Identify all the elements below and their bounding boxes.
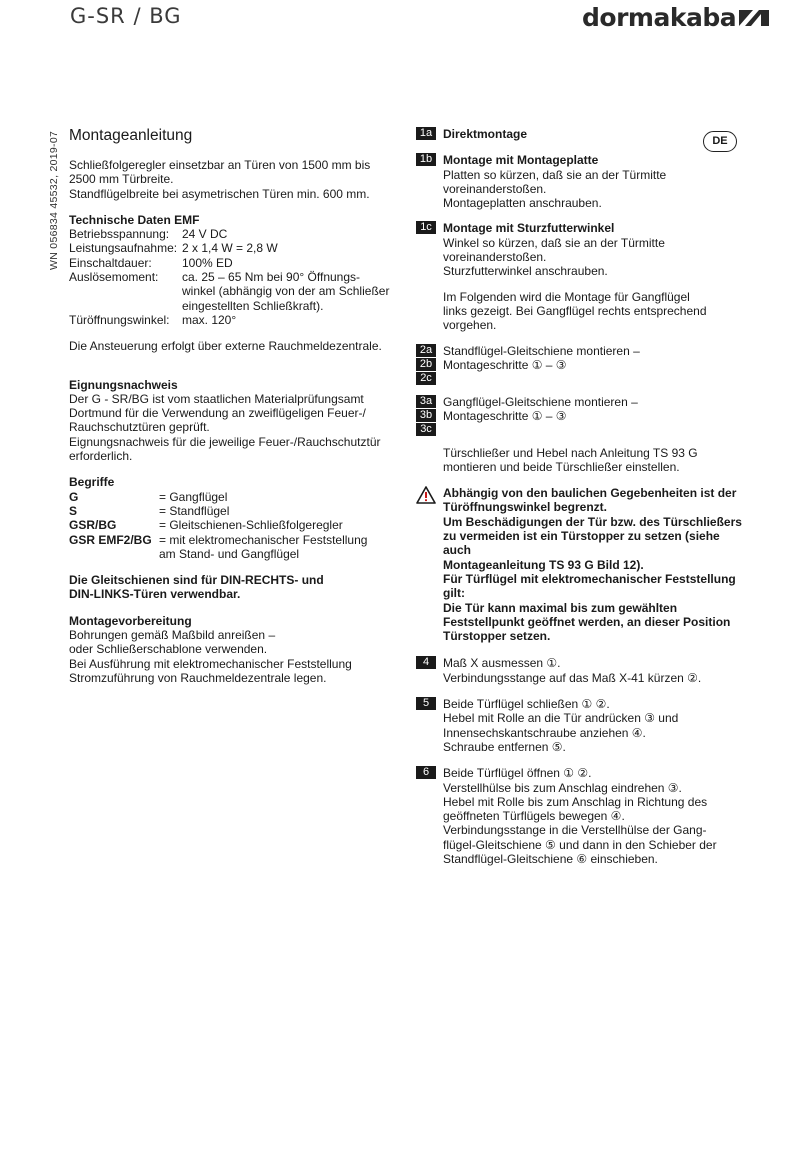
text-line: Montageanleitung TS 93 G Bild 12). xyxy=(443,557,644,572)
text-line: 2500 mm Türbreite. xyxy=(69,172,174,187)
text-line: Türstopper setzen. xyxy=(443,629,551,644)
text-line: Türöffnungswinkel begrenzt. xyxy=(443,500,607,515)
spec-key: Auslösemoment: xyxy=(69,270,159,285)
tech-specs-title: Technische Daten EMF xyxy=(69,212,200,227)
text-line: Hebel mit Rolle bis zum Anschlag in Richtung des xyxy=(443,794,708,809)
step-badge: 1b xyxy=(416,153,436,166)
term-value: = Standflügel xyxy=(159,503,230,518)
spec-value: 2 x 1,4 W = 2,8 W xyxy=(182,241,278,256)
spec-value: winkel (abhängig von der am Schließer xyxy=(182,284,390,299)
intro-text xyxy=(69,158,399,201)
spec-row xyxy=(69,284,399,298)
term-row xyxy=(69,533,399,547)
language-badge: DE xyxy=(703,131,737,152)
step-4 xyxy=(416,656,746,685)
document-title: G-SR / BG xyxy=(70,4,182,28)
step-badge: 6 xyxy=(416,766,436,779)
spec-key: Türöffnungswinkel: xyxy=(69,312,170,327)
text-line: Montageplatten anschrauben. xyxy=(443,196,602,211)
step-badge: 3c xyxy=(416,423,436,436)
text-line: Beide Türflügel schließen ① ②. xyxy=(443,697,610,712)
proof-section xyxy=(69,378,399,464)
spec-value: 100% ED xyxy=(182,255,233,270)
spec-row xyxy=(69,299,399,313)
text-line: Verstellhülse bis zum Anschlag eindrehen ③. xyxy=(443,780,682,795)
spec-row xyxy=(69,313,399,327)
step-title: Direktmontage xyxy=(443,127,528,141)
text-line: flügel-Gleitschiene ⑤ und dann in den Schieber der xyxy=(443,837,717,852)
step-badge: 3a xyxy=(416,395,436,408)
text-line: Eignungsnachweis für die jeweilige Feuer-/Rauchschutztür xyxy=(69,434,381,449)
text-line: Bei Ausführung mit elektromechanischer Feststellung xyxy=(69,656,352,671)
left-column xyxy=(69,127,399,697)
spec-row xyxy=(69,256,399,270)
montage-note xyxy=(416,290,746,333)
spec-row xyxy=(69,270,399,284)
text-line: Die Tür kann maximal bis zum gewählten xyxy=(443,600,678,615)
term-value: am Stand- und Gangflügel xyxy=(159,546,300,561)
spec-key: Einschaltdauer: xyxy=(69,255,152,270)
text-line: Montageschritte ① – ③ xyxy=(443,357,567,372)
document-code: WN 056834 45532, 2019-07 xyxy=(48,130,60,270)
spec-value: max. 120° xyxy=(182,312,237,327)
text-line: Sturzfutterwinkel anschrauben. xyxy=(443,264,608,279)
text-line: links gezeigt. Bei Gangflügel rechts entsprechend xyxy=(443,303,707,318)
text-line: Bohrungen gemäß Maßbild anreißen – xyxy=(69,628,276,643)
text-line: Abhängig von den baulichen Gegebenheiten ist der xyxy=(443,486,737,501)
step-6 xyxy=(416,766,746,866)
term-value: = mit elektromechanischer Feststellung xyxy=(159,532,368,547)
spec-row xyxy=(69,227,399,241)
text-line: Verbindungsstange auf das Maß X-41 kürzen ②. xyxy=(443,670,702,685)
text-line: Rauchschutztüren geprüft. xyxy=(69,420,210,435)
text-line: Innensechskantschraube anziehen ④. xyxy=(443,725,646,740)
step-1c xyxy=(416,221,746,278)
text-line: Dortmund für die Verwendung an zweiflügeligen Feuer-/ xyxy=(69,406,366,421)
text-line: voreinanderstoßen. xyxy=(443,250,547,265)
text-line: vorgehen. xyxy=(443,318,497,333)
text-line: Winkel so kürzen, daß sie an der Türmitte xyxy=(443,235,665,250)
rails-note xyxy=(69,573,399,602)
text-line: Montageschritte ① – ③ xyxy=(443,408,567,423)
section-heading: Montageanleitung xyxy=(69,127,193,144)
step-1a xyxy=(416,127,746,141)
brand-logo xyxy=(582,5,769,31)
text-line: Standflügel-Gleitschiene ⑥ einschieben. xyxy=(443,851,658,866)
text-line: Feststellpunkt geöffnet werden, an dieser Position xyxy=(443,614,731,629)
spec-row xyxy=(69,241,399,255)
spec-key xyxy=(69,284,182,298)
right-column xyxy=(416,127,746,866)
step-title: Montage mit Sturzfutterwinkel xyxy=(443,221,615,236)
tech-specs xyxy=(69,213,399,327)
spec-key xyxy=(69,299,182,313)
prep-title: Montagevorbereitung xyxy=(69,613,192,628)
text-line: Hebel mit Rolle an die Tür andrücken ③ und xyxy=(443,711,679,726)
proof-title: Eignungsnachweis xyxy=(69,377,178,392)
step-3 xyxy=(416,395,746,436)
text-line: Der G - SR/BG ist vom staatlichen Materialprüfungsamt xyxy=(69,391,364,406)
warning-block xyxy=(416,486,746,643)
text-line: Im Folgenden wird die Montage für Gangflügel xyxy=(443,289,690,304)
term-value: = Gleitschienen-Schließfolgeregler xyxy=(159,518,343,533)
term-key: GSR/BG xyxy=(69,518,117,533)
logo-mark-icon xyxy=(739,8,769,28)
step-badge: 2a xyxy=(416,344,436,357)
text-line: erforderlich. xyxy=(69,449,133,464)
step-1b xyxy=(416,153,746,210)
text-line: Um Beschädigungen der Tür bzw. des Türschließers xyxy=(443,514,742,529)
spec-value: ca. 25 – 65 Nm bei 90° Öffnungs- xyxy=(182,270,361,285)
spec-value: eingestellten Schließkraft). xyxy=(182,298,324,313)
text-line: Maß X ausmessen ①. xyxy=(443,656,561,671)
step-badge: 4 xyxy=(416,656,436,669)
spec-key: Leistungsaufnahme: xyxy=(69,241,178,256)
prep-section xyxy=(69,614,399,685)
closer-note xyxy=(416,446,746,475)
term-key xyxy=(69,547,159,561)
text-line: Für Türflügel mit elektromechanischer Feststellung gilt: xyxy=(443,571,736,601)
spec-value: 24 V DC xyxy=(182,227,228,242)
step-5 xyxy=(416,697,746,754)
text-line: Standflügel-Gleitschiene montieren – xyxy=(443,343,640,358)
warning-icon xyxy=(416,486,436,504)
term-key: GSR EMF2/BG xyxy=(69,532,152,547)
step-badge: 2b xyxy=(416,358,436,371)
term-row xyxy=(69,490,399,504)
term-key: S xyxy=(69,503,78,518)
text-line: Stromzuführung von Rauchmeldezentrale legen. xyxy=(69,670,327,685)
step-2 xyxy=(416,344,746,385)
text-line: montieren und beide Türschließer einstellen. xyxy=(443,459,680,474)
text-line: Beide Türflügel öffnen ① ②. xyxy=(443,766,592,781)
terms-title: Begriffe xyxy=(69,475,115,490)
text-line: Gangflügel-Gleitschiene montieren – xyxy=(443,394,638,409)
step-badge: 1a xyxy=(416,127,436,140)
step-badge: 1c xyxy=(416,221,436,234)
term-row xyxy=(69,504,399,518)
text-line: Platten so kürzen, daß sie an der Türmitte xyxy=(443,167,667,182)
text-line: Schließfolgeregler einsetzbar an Türen von 1500 mm bis xyxy=(69,158,371,172)
term-row xyxy=(69,518,399,532)
text-line: Standflügelbreite bei asymetrischen Türen min. 600 mm. xyxy=(69,186,370,201)
terms-section xyxy=(69,475,399,561)
term-key: G xyxy=(69,489,79,504)
text-line: Die Gleitschienen sind für DIN-RECHTS- und xyxy=(69,573,324,588)
step-title: Montage mit Montageplatte xyxy=(443,153,599,168)
text-line: DIN-LINKS-Türen verwendbar. xyxy=(69,587,241,602)
step-badge: 3b xyxy=(416,409,436,422)
text-line: voreinanderstoßen. xyxy=(443,181,547,196)
logo-wordmark: dormakaba xyxy=(582,3,737,32)
text-line: Türschließer und Hebel nach Anleitung TS 93 G xyxy=(443,445,698,460)
step-badge: 5 xyxy=(416,697,436,710)
text-line: Verbindungsstange in die Verstellhülse der Gang- xyxy=(443,823,707,838)
control-text: Die Ansteuerung erfolgt über externe Rauchmeldezentrale. xyxy=(69,339,382,354)
term-value: = Gangflügel xyxy=(159,489,228,504)
text-line: zu vermeiden ist ein Türstopper zu setzen (siehe auch xyxy=(443,529,720,558)
text-line: Schraube entfernen ⑤. xyxy=(443,739,566,754)
text-line: oder Schließerschablone verwenden. xyxy=(69,642,268,657)
step-badge: 2c xyxy=(416,372,436,385)
text-line: geöffneten Türflügels bewegen ④. xyxy=(443,809,625,824)
spec-key: Betriebsspannung: xyxy=(69,227,170,242)
term-row xyxy=(69,547,399,561)
